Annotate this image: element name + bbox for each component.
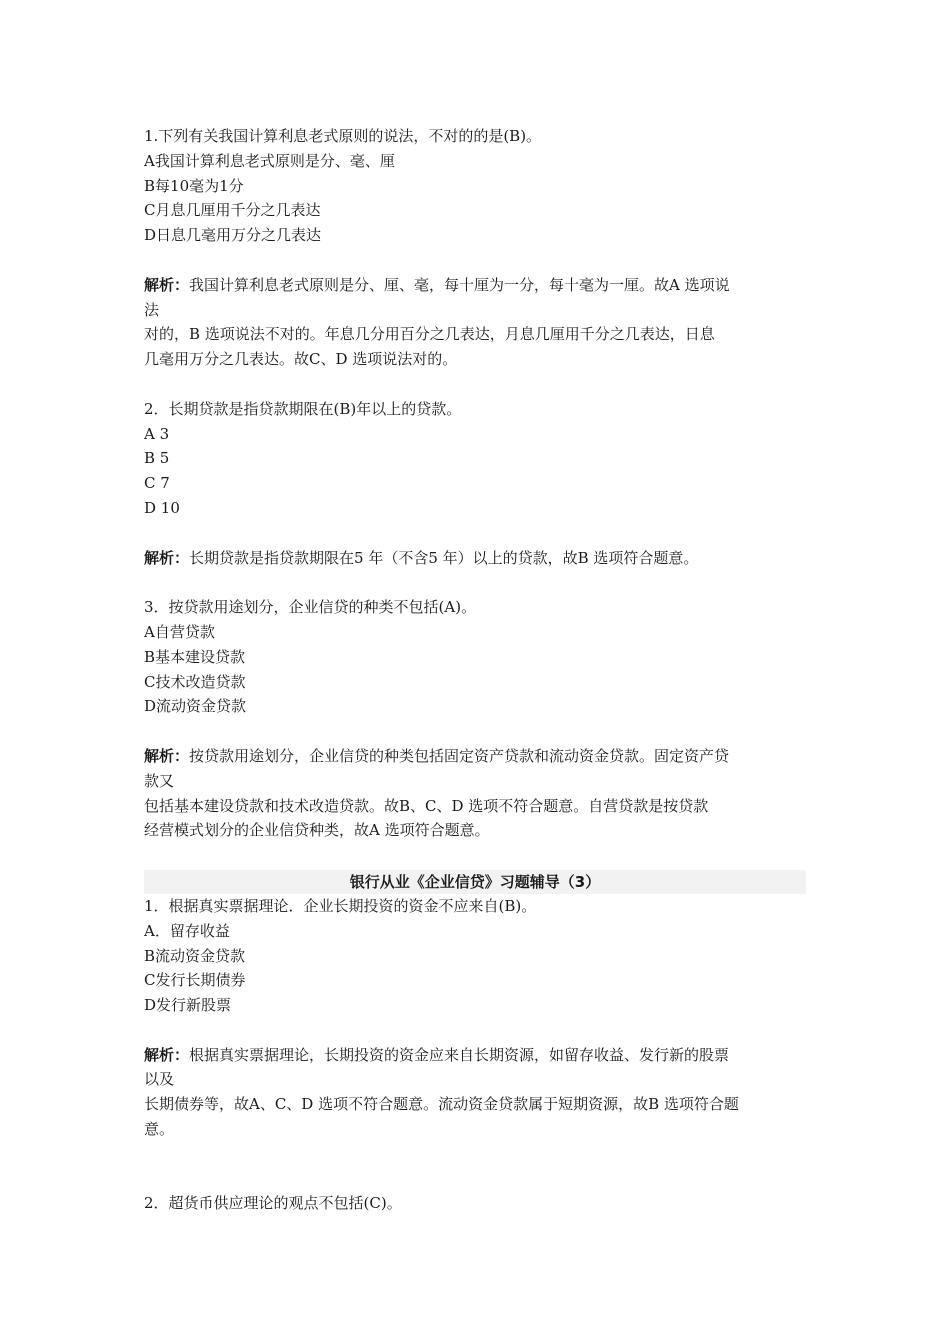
option-b: B 5 bbox=[144, 449, 170, 468]
question-3 bbox=[144, 595, 806, 843]
option-a: A自营贷款 bbox=[144, 622, 215, 641]
option-a: A．留存收益 bbox=[144, 921, 230, 940]
analysis-line: 解析：根据真实票据理论，长期投资的资金应来自长期资源，如留存收益、发行新的股票 bbox=[144, 1045, 730, 1064]
analysis-line: 包括基本建设贷款和技术改造贷款。故B、C、D 选项不符合题意。自营贷款是按贷款 bbox=[144, 796, 709, 815]
question-stem: 1．根据真实票据理论．企业长期投资的资金不应来自(B)。 bbox=[144, 896, 537, 915]
option-d: D发行新股票 bbox=[144, 996, 232, 1015]
analysis-label: 解析： bbox=[144, 1045, 190, 1064]
option-b: B流动资金贷款 bbox=[144, 946, 246, 965]
question-stem: 2．长期贷款是指贷款期限在(B)年以上的贷款。 bbox=[144, 399, 462, 418]
option-d: D日息几毫用万分之几表达 bbox=[144, 226, 322, 245]
analysis-line: 以及 bbox=[144, 1070, 175, 1089]
option-d: D流动资金贷款 bbox=[144, 697, 247, 716]
analysis-line: 款又 bbox=[144, 771, 175, 790]
analysis-line: 解析：我国计算利息老式原则是分、厘、毫，每十厘为一分，每十毫为一厘。故A 选项说 bbox=[144, 275, 730, 294]
analysis-line: 对的，B 选项说法不对的。年息几分用百分之几表达，月息几厘用千分之几表达，日息 bbox=[144, 325, 715, 344]
question-1 bbox=[144, 124, 806, 372]
analysis-line: 经营模式划分的企业信贷种类，故A 选项符合题意。 bbox=[144, 821, 490, 840]
document-page bbox=[144, 124, 806, 1216]
option-a: A 3 bbox=[144, 424, 170, 443]
analysis-line: 解析：长期贷款是指贷款期限在5 年（不含5 年）以上的贷款，故B 选项符合题意。 bbox=[144, 548, 699, 567]
option-c: C 7 bbox=[144, 474, 170, 493]
analysis-label: 解析： bbox=[144, 275, 190, 294]
question-stem: 2．超货币供应理论的观点不包括(C)。 bbox=[144, 1194, 402, 1213]
question-2 bbox=[144, 397, 806, 571]
analysis-line: 意。 bbox=[144, 1120, 175, 1139]
option-c: C技术改造贷款 bbox=[144, 672, 246, 691]
option-b: B每10毫为1分 bbox=[144, 176, 244, 195]
option-b: B基本建设贷款 bbox=[144, 647, 246, 666]
analysis-label: 解析： bbox=[144, 746, 190, 765]
question-stem: 1.下列有关我国计算利息老式原则的说法，不对的的是(B)。 bbox=[144, 127, 542, 145]
question-4 bbox=[144, 894, 806, 1142]
analysis-line: 法 bbox=[144, 300, 160, 319]
question-5 bbox=[144, 1191, 806, 1216]
question-stem: 3．按贷款用途划分，企业信贷的种类不包括(A)。 bbox=[144, 598, 477, 617]
option-c: C月息几厘用千分之几表达 bbox=[144, 201, 321, 220]
option-d: D 10 bbox=[144, 498, 180, 517]
option-a: A我国计算利息老式原则是分、毫、厘 bbox=[144, 151, 395, 170]
option-c: C发行长期债券 bbox=[144, 971, 246, 990]
analysis-label: 解析： bbox=[144, 548, 190, 567]
analysis-line: 长期债券等，故A、C、D 选项不符合题意。流动资金贷款属于短期资源，故B 选项符合题 bbox=[144, 1095, 739, 1114]
analysis-line: 解析：按贷款用途划分，企业信贷的种类包括固定资产贷款和流动资金贷款。固定资产贷 bbox=[144, 746, 730, 765]
section-title: 银行从业《企业信贷》习题辅导（3） bbox=[144, 870, 806, 894]
analysis-line: 几毫用万分之几表达。故C、D 选项说法对的。 bbox=[144, 350, 458, 369]
